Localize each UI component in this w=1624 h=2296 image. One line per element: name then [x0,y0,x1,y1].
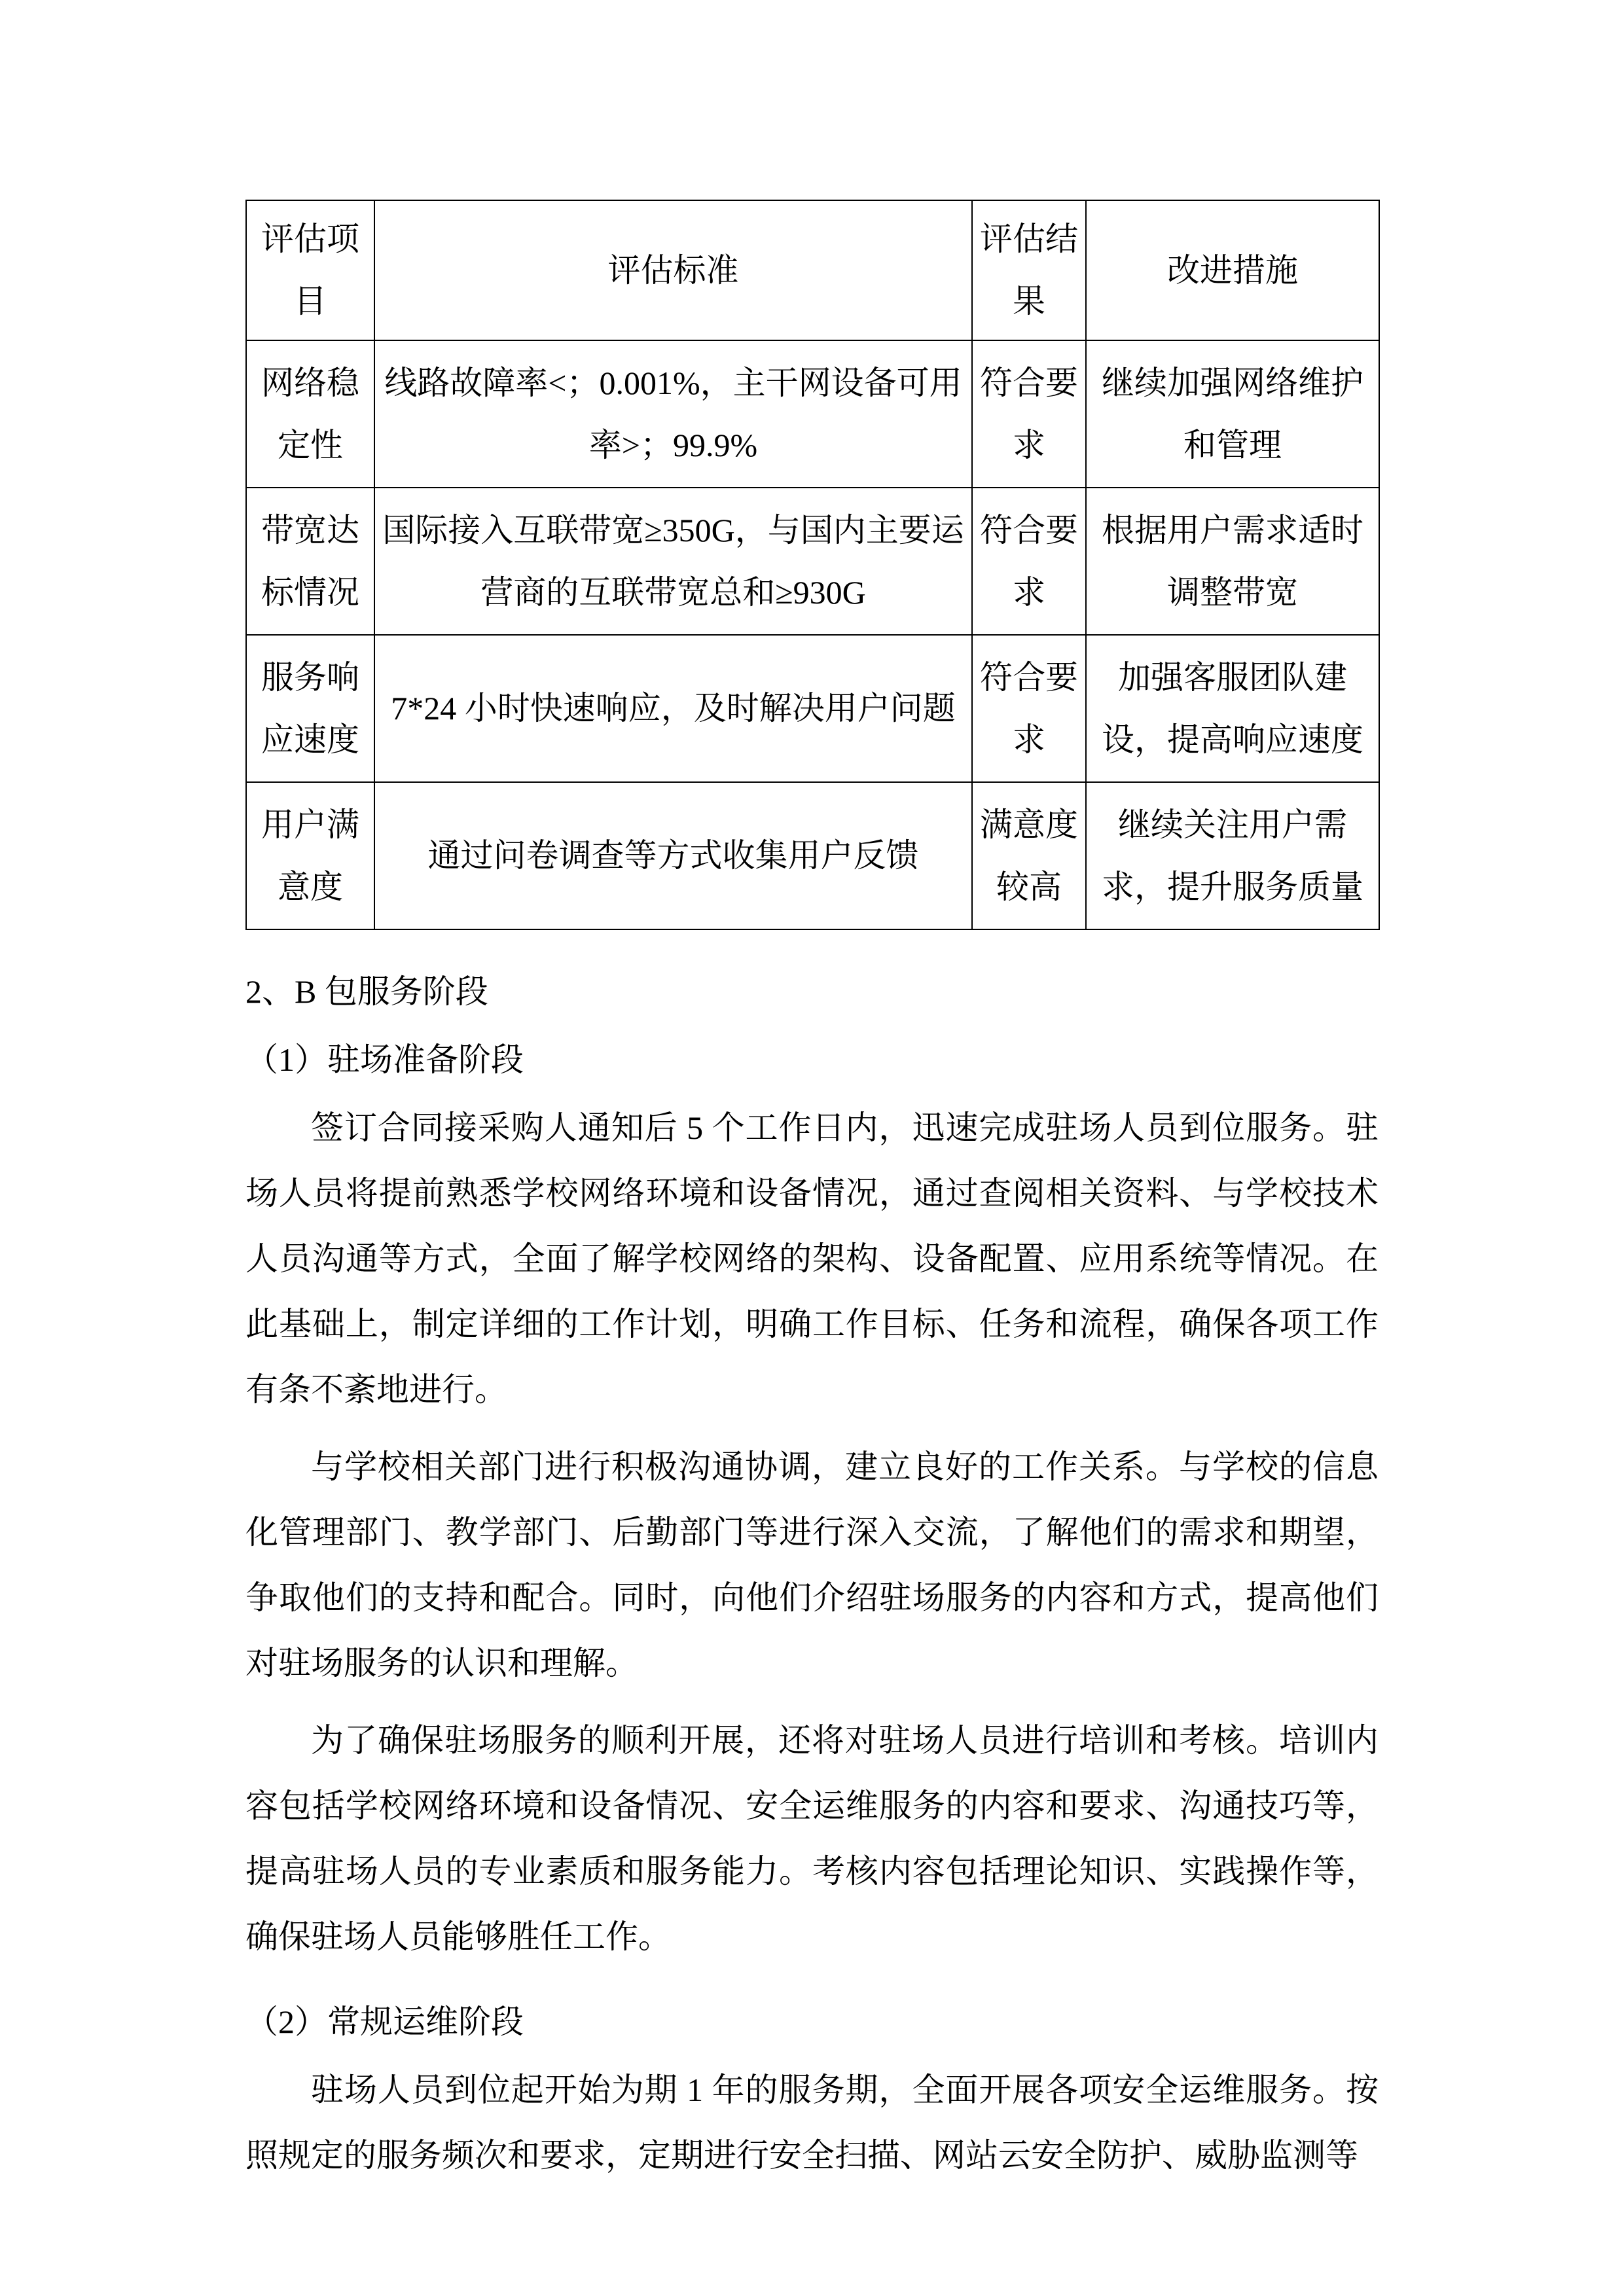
cell-standard: 7*24 小时快速响应，及时解决用户问题 [374,635,972,782]
cell-standard: 通过问卷调查等方式收集用户反馈 [374,782,972,929]
paragraph: 驻场人员到位起开始为期 1 年的服务期，全面开展各项安全运维服务。按照规定的服务频次和要求，定期进行安全扫描、网站云安全防护、威胁监测等 [245,2072,1379,2174]
cell-result: 符合要求 [972,635,1086,782]
cell-measures: 继续加强网络维护和管理 [1086,340,1379,488]
section-heading-b-package: 2、B 包服务阶段 [245,973,488,1010]
cell-item: 网络稳定性 [246,340,374,488]
cell-standard: 线路故障率<；0.001%，主干网设备可用率>；99.9% [374,340,972,488]
table-row [246,635,1379,782]
cell-result: 符合要求 [972,488,1086,635]
table-header-row [246,200,1379,340]
cell-measures: 根据用户需求适时调整带宽 [1086,488,1379,635]
header-cell-standard: 评估标准 [374,200,972,340]
cell-result: 满意度较高 [972,782,1086,929]
subsection-heading-routine: （2）常规运维阶段 [245,2003,524,2040]
paragraph: 为了确保驻场服务的顺利开展，还将对驻场人员进行培训和考核。培训内容包括学校网络环境和设备情况、安全运维服务的内容和要求、沟通技巧等，提高驻场人员的专业素质和服务能力。考核内容包括理论知识、实践操作等，确保驻场人员能够胜任工作。 [245,1722,1379,1955]
header-cell-item: 评估项目 [246,200,374,340]
header-cell-measures: 改进措施 [1086,200,1379,340]
subsection-heading-prepare: （1）驻场准备阶段 [245,1041,524,1078]
cell-item: 服务响应速度 [246,635,374,782]
paragraph: 与学校相关部门进行积极沟通协调，建立良好的工作关系。与学校的信息化管理部门、教学部门、后勤部门等进行深入交流，了解他们的需求和期望，争取他们的支持和配合。同时，向他们介绍驻场服务的内容和方式，提高他们对驻场服务的认识和理解。 [245,1448,1379,1681]
header-cell-result: 评估结果 [972,200,1086,340]
table-row [246,340,1379,488]
cell-measures: 继续关注用户需求，提升服务质量 [1086,782,1379,929]
document-body [245,959,1379,2188]
cell-measures: 加强客服团队建设，提高响应速度 [1086,635,1379,782]
evaluation-table [245,200,1380,930]
table-row [246,782,1379,929]
paragraph: 签订合同接采购人通知后 5 个工作日内，迅速完成驻场人员到位服务。驻场人员将提前熟悉学校网络环境和设备情况，通过查阅相关资料、与学校技术人员沟通等方式，全面了解学校网络的架构、设备配置、应用系统等情况。在此基础上，制定详细的工作计划，明确工作目标、任务和流程，确保各项工作有条不紊地进行。 [245,1109,1379,1408]
cell-standard: 国际接入互联带宽≥350G，与国内主要运营商的互联带宽总和≥930G [374,488,972,635]
cell-result: 符合要求 [972,340,1086,488]
cell-item: 带宽达标情况 [246,488,374,635]
table-row [246,488,1379,635]
cell-item: 用户满意度 [246,782,374,929]
